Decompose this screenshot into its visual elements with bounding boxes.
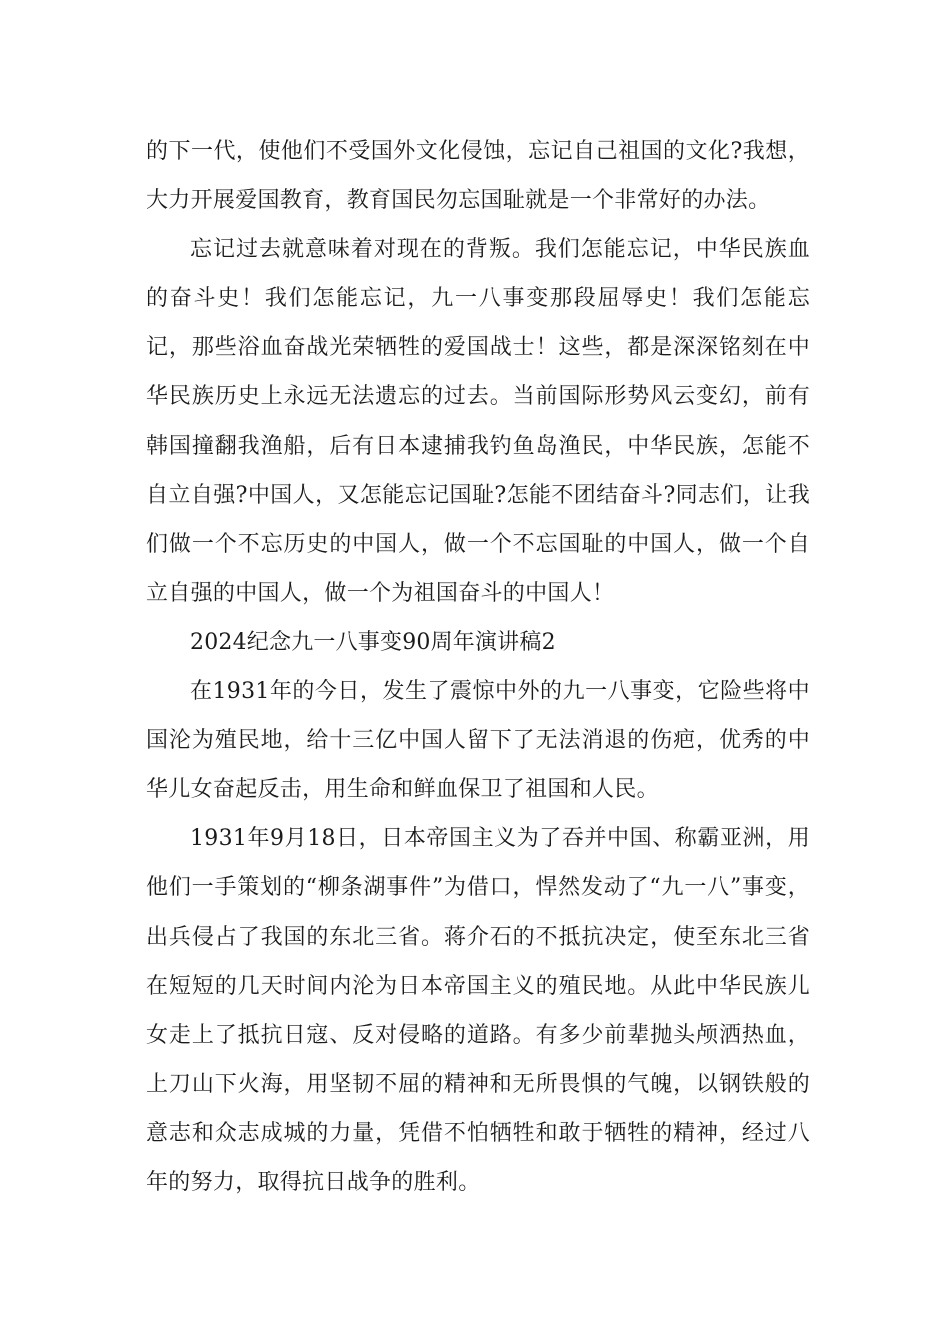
document-body bbox=[146, 127, 810, 1207]
paragraph-remember-history: 忘记过去就意味着对现在的背叛。我们怎能忘记，中华民族血的奋斗史！我们怎能忘记，九一八事变那段屈辱史！我们怎能忘记，那些浴血奋战光荣牺牲的爱国战士！这些，都是深深铭刻在中华民族历史上永远无法遗忘的过去。当前国际形势风云变幻，前有韩国撞翻我渔船，后有日本逮捕我钓鱼岛渔民，中华民族，怎能不自立自强?中国人，又怎能忘记国耻?怎能不团结奋斗?同志们，让我们做一个不忘历史的中国人，做一个不忘国耻的中国人，做一个自立自强的中国人，做一个为祖国奋斗的中国人！ bbox=[146, 237, 810, 606]
speech-title: 2024纪念九一八事变90周年演讲稿2 bbox=[190, 629, 556, 655]
paragraph-continued: 的下一代，使他们不受国外文化侵蚀，忘记自己祖国的文化?我想，大力开展爱国教育，教育国民勿忘国耻就是一个非常好的办法。 bbox=[146, 139, 810, 214]
paragraph-incident-history: 1931年9月18日，日本帝国主义为了吞并中国、称霸亚洲，用他们一手策划的“柳条湖事件”为借口，悍然发动了“九一八”事变，出兵侵占了我国的东北三省。蒋介石的不抵抗决定，使至东北三省在短短的几天时间内沦为日本帝国主义的殖民地。从此中华民族儿女走上了抵抗日寇、反对侵略的道路。有多少前辈抛头颅洒热血，上刀山下火海，用坚韧不屈的精神和无所畏惧的气魄，以钢铁般的意志和众志成城的力量，凭借不怕牺牲和敢于牺牲的精神，经过八年的努力，取得抗日战争的胜利。 bbox=[146, 826, 810, 1195]
paragraph-incident-intro: 在1931年的今日，发生了震惊中外的九一八事变，它险些将中国沦为殖民地，给十三亿中国人留下了无法消退的伤疤，优秀的中华儿女奋起反击，用生命和鲜血保卫了祖国和人民。 bbox=[146, 679, 810, 803]
